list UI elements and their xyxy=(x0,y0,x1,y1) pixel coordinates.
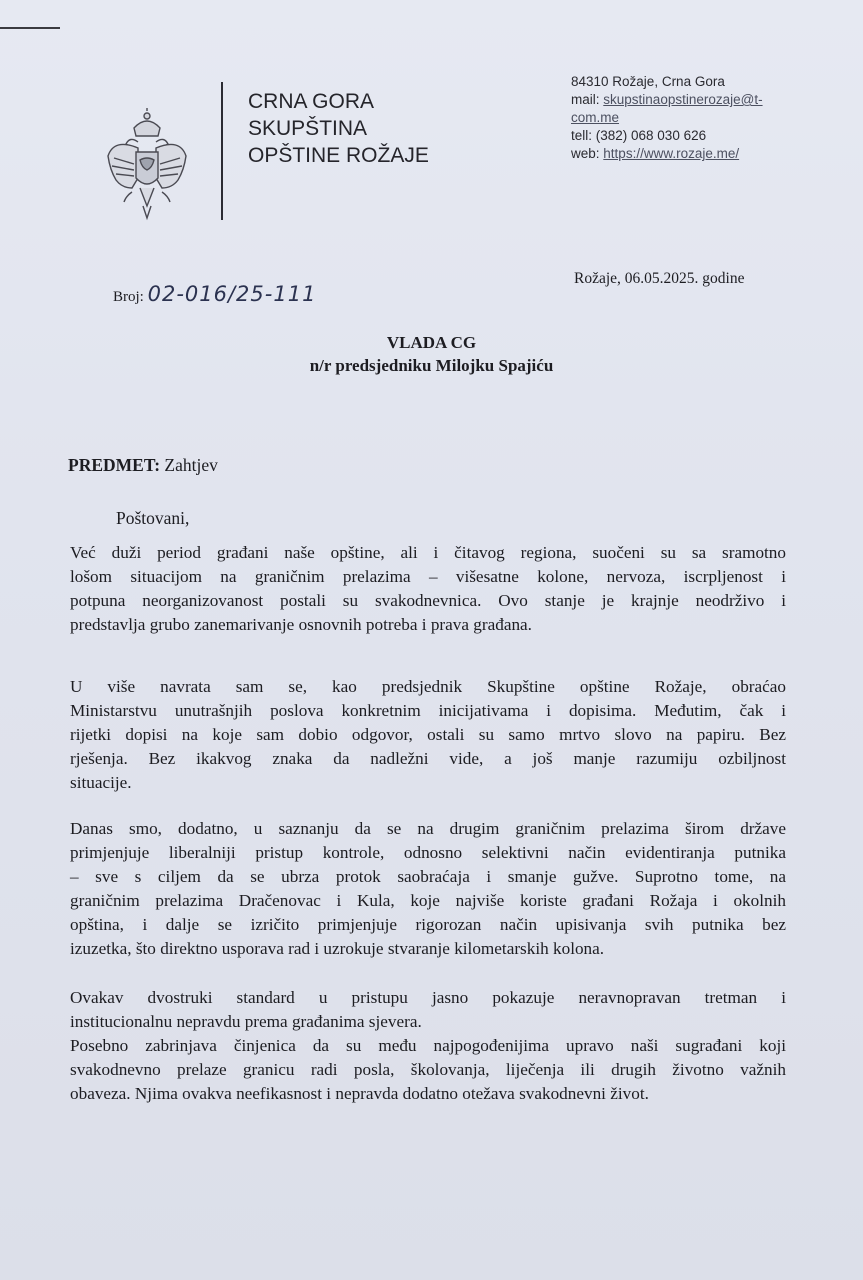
paragraph-line: opština, i dalje se izričito primjenjuje rigorozan način upisivanja svih putnika bez xyxy=(70,915,786,934)
web-label: web: xyxy=(571,146,600,161)
paragraph-line: Ovakav dvostruki standard u pristupu jasno pokazuje neravnopravan tretman i xyxy=(70,988,786,1007)
subject-value: Zahtjev xyxy=(164,455,218,475)
org-line-assembly: SKUPŠTINA xyxy=(248,117,368,140)
contact-block xyxy=(571,73,763,163)
org-line-municipality: OPŠTINE ROŽAJE xyxy=(248,144,429,167)
web-link[interactable]: https://www.rozaje.me/ xyxy=(603,146,740,161)
contact-mail-continued xyxy=(571,109,763,127)
header-divider xyxy=(221,82,223,220)
paragraph-3 xyxy=(70,817,786,961)
contact-mail xyxy=(571,91,763,109)
paragraph-line: primjenjuje liberalniji pristup kontrole, odnosno selektivni način evidentiranja putnika xyxy=(70,843,786,862)
paragraph-line: – sve s ciljem da se ubrza protok saobraćaja i smanje gužve. Suprotno tome, na xyxy=(70,867,786,886)
paragraph-line: Ministarstvu unutrašnjih poslova konkretnim inicijativama i dopisima. Međutim, čak i xyxy=(70,701,786,720)
subject-label: PREDMET: xyxy=(68,455,161,475)
paragraph-line: lošom situacijom na graničnim prelazima – višesatne kolone, nervoza, iscrpljenost i xyxy=(70,567,786,586)
contact-web xyxy=(571,145,763,163)
paragraph-1 xyxy=(70,541,786,637)
organization-name xyxy=(248,88,429,169)
broj-label: Broj: xyxy=(113,289,144,305)
reference-number xyxy=(113,282,316,306)
paragraph-line: Već duži period građani naše opštine, ali i čitavog regiona, suočeni su sa sramotno xyxy=(70,543,786,562)
letter-date: Rožaje, 06.05.2025. godine xyxy=(574,270,745,287)
recipient-line-1: VLADA CG xyxy=(386,333,477,352)
org-line-country: CRNA GORA xyxy=(248,90,375,113)
paragraph-line: situacije. xyxy=(70,773,132,792)
paragraph-line: Posebno zabrinjava činjenica da su među najpogođenijima upravo naši sugrađani koji xyxy=(70,1036,786,1055)
paragraph-4 xyxy=(70,986,786,1106)
paragraph-line: svakodnevno prelaze granicu radi posla, školovanja, liječenja ili drugih životno važnih xyxy=(70,1060,786,1079)
coat-of-arms-icon xyxy=(104,108,190,222)
subject-line xyxy=(68,455,218,476)
recipient-line-2: n/r predsjedniku Milojku Spajiću xyxy=(309,356,554,375)
greeting: Poštovani, xyxy=(116,508,190,528)
paragraph-line: Danas smo, dodatno, u saznanju da se na drugim graničnim prelazima širom države xyxy=(70,819,786,838)
paragraph-line: graničnim prelazima Dračenovac i Kula, koje najviše koriste građani Rožaja i okolnih xyxy=(70,891,786,910)
top-edge-mark xyxy=(0,27,60,29)
paragraph-line: U više navrata sam se, kao predsjednik Skupštine opštine Rožaje, obraćao xyxy=(70,677,786,696)
contact-address: 84310 Rožaje, Crna Gora xyxy=(571,74,725,89)
paragraph-line: institucionalnu nepravdu prema građanima sjevera. xyxy=(70,1012,422,1031)
contact-tel: tell: (382) 068 030 626 xyxy=(571,128,707,143)
broj-handwritten-value: 02-016/25-111 xyxy=(147,282,317,306)
mail-link[interactable]: skupstinaopstinerozaje@t- xyxy=(603,92,763,107)
paragraph-line: izuzetka, što direktno usporava rad i uzrokuje stvaranje kilometarskih kolona. xyxy=(70,939,605,958)
paragraph-line: rijetki dopisi na koje sam dobio odgovor, ostali su samo mrtvo slovo na papiru. Bez xyxy=(70,725,786,744)
paragraph-line: predstavlja grubo zanemarivanje osnovnih potreba i prava građana. xyxy=(70,615,532,634)
paragraph-2 xyxy=(70,675,786,795)
paragraph-line: obaveza. Njima ovakva neefikasnost i nepravda dodatno otežava svakodnevni život. xyxy=(70,1084,649,1103)
paragraph-line: potpuna neorganizovanost postali su svakodnevnica. Ovo stanje je krajnje neodrživo i xyxy=(70,591,786,610)
mail-label: mail: xyxy=(571,92,600,107)
paragraph-line: rješenja. Bez ikakvog znaka da nadležni vide, a još manje razumiju ozbiljnost xyxy=(70,749,786,768)
mail-link-continued[interactable]: com.me xyxy=(571,110,620,125)
